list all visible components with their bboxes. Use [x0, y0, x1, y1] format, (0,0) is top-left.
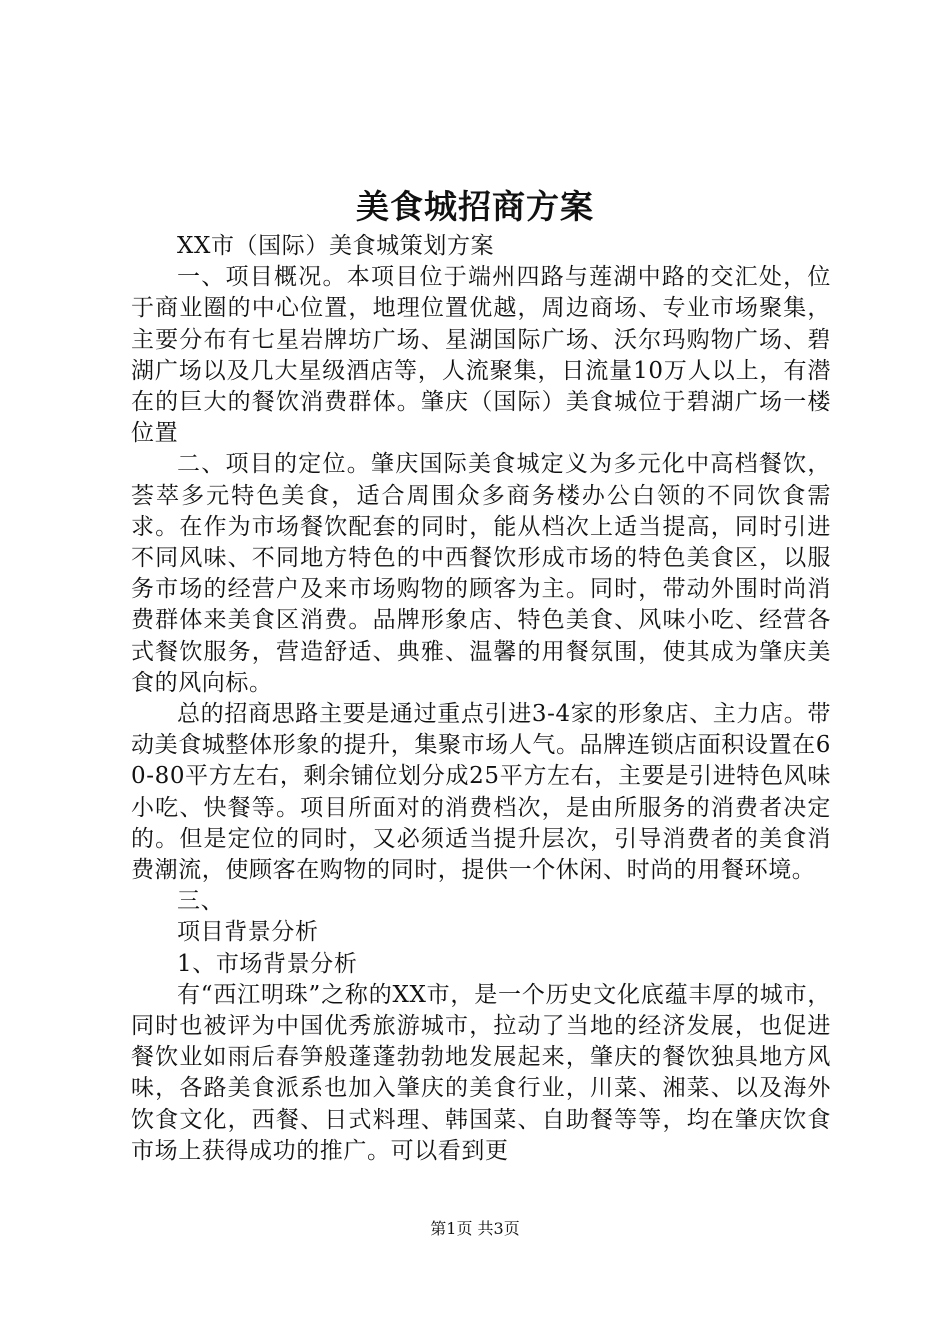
subsection-heading-market: 1、市场背景分析 — [177, 950, 358, 977]
paragraph-project-overview: 一、项目概况。本项目位于端州四路与莲湖中路的交汇处，位于商业圈的中心位置，地理位置优越，周边商场、专业市场聚集，主要分布有七星岩牌坊广场、星湖国际广场、沃尔玛购物广场、碧湖广场以及几大星级酒店等，人流聚集，日流量10万人以上，有潜在的巨大的餐饮消费群体。肇庆（国际）美食城位于碧湖广场一楼位置 — [131, 264, 831, 447]
section-number-three: 三、 — [177, 888, 225, 915]
document-title: 美食城招商方案 — [356, 187, 594, 226]
section-heading-background: 项目背景分析 — [177, 919, 319, 946]
paragraph-subtitle: XX市（国际）美食城策划方案 — [177, 233, 495, 259]
paragraph-project-positioning: 二、项目的定位。肇庆国际美食城定义为多元化中高档餐饮，荟萃多元特色美食，适合周围众多商务楼办公白领的不同饮食需求。在作为市场餐饮配套的同时，能从档次上适当提高，同时引进不同风味、不同地方特色的中西餐饮形成市场的特色美食区，以服务市场的经营户及来市场购物的顾客为主。同时，带动外围时尚消费群体来美食区消费。品牌形象店、特色美食、风味小吃、经营各式餐饮服务，营造舒适、典雅、温馨的用餐氛围，使其成为肇庆美食的风向标。 — [131, 451, 831, 696]
paragraph-market-background: 有“西江明珠”之称的XX市，是一个历史文化底蕴丰厚的城市，同时也被评为中国优秀旅游城市，拉动了当地的经济发展，也促进餐饮业如雨后春笋般蓬蓬勃勃地发展起来，肇庆的餐饮独具地方风味，各路美食派系也加入肇庆的美食行业，川菜、湘菜、以及海外饮食文化，西餐、日式料理、韩国菜、自助餐等等，均在肇庆饮食市场上获得成功的推广。可以看到更 — [131, 981, 831, 1164]
document-body — [131, 231, 831, 1167]
paragraph-leasing-strategy: 总的招商思路主要是通过重点引进3-4家的形象店、主力店。带动美食城整体形象的提升，集聚市场人气。品牌连锁店面积设置在60-80平方左右，剩余铺位划分成25平方左右，主要是引进特色风味小吃、快餐等。项目所面对的消费档次，是由所服务的消费者决定的。但是定位的同时，又必须适当提升层次，引导消费者的美食消费潮流，使顾客在购物的同时，提供一个休闲、时尚的用餐环境。 — [131, 701, 831, 884]
page-footer: 第1页 共3页 — [430, 1219, 520, 1238]
